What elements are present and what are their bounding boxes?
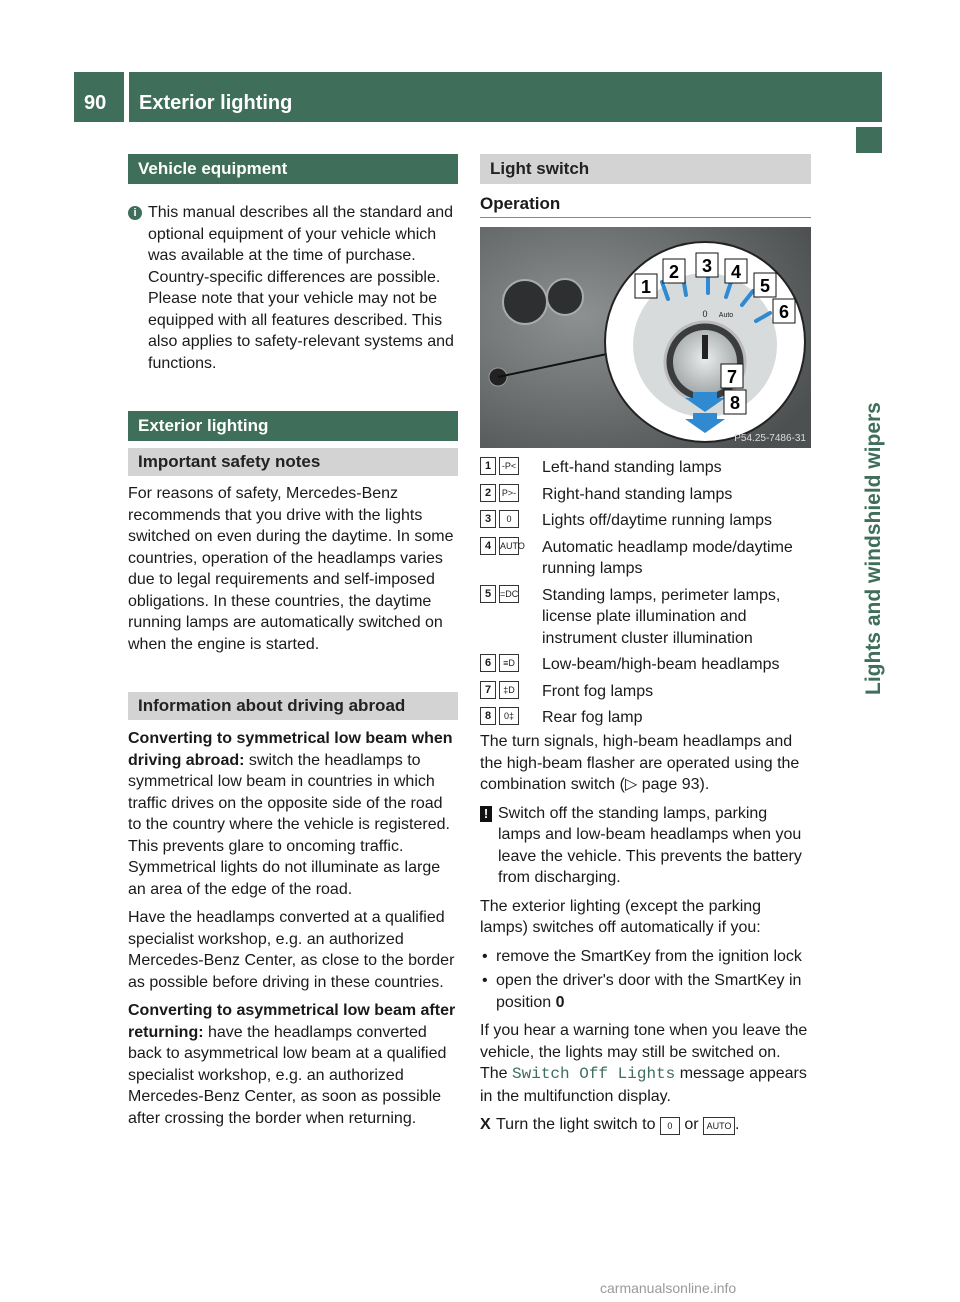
svg-text:3: 3 bbox=[701, 256, 713, 276]
vehicle-equipment-note bbox=[128, 202, 460, 374]
action-text: Turn the light switch to bbox=[496, 1116, 660, 1133]
vehicle-equipment-heading-bar bbox=[128, 154, 458, 184]
abroad-section bbox=[128, 728, 460, 1136]
action-step bbox=[480, 1114, 812, 1136]
legend-item bbox=[480, 585, 820, 650]
abroad-paragraph-1 bbox=[128, 728, 460, 900]
legend-item bbox=[480, 654, 820, 676]
position-zero: 0 bbox=[555, 993, 565, 1011]
legend-number: 6 bbox=[480, 654, 496, 672]
abroad-heading: Information about driving abroad bbox=[138, 696, 406, 715]
svg-text:2: 2 bbox=[668, 262, 680, 282]
svg-text:8: 8 bbox=[729, 393, 741, 413]
tone-text-2: message appears in the multifunction display. bbox=[480, 1065, 807, 1105]
page-number-box bbox=[74, 72, 124, 122]
svg-text:1: 1 bbox=[640, 277, 652, 297]
svg-text:Auto: Auto bbox=[718, 312, 734, 319]
legend-text: Rear fog lamp bbox=[542, 709, 643, 726]
legend-item bbox=[480, 510, 820, 532]
legend-number: 5 bbox=[480, 585, 496, 603]
light-switch-illustration bbox=[480, 227, 811, 448]
legend-text: Automatic headlamp mode/daytime running lamps bbox=[542, 538, 793, 577]
list-item bbox=[480, 946, 812, 968]
warning-text: Switch off the standing lamps, parking lamps and low-beam headlamps when you leave the vehicle. This prevents the battery from discharging. bbox=[498, 804, 802, 886]
auto-off-paragraph: The exterior lighting (except the parking lamps) switches off automatically if you: bbox=[480, 897, 762, 936]
legend-text: Left-hand standing lamps bbox=[542, 459, 722, 476]
legend-number: 4 bbox=[480, 537, 496, 555]
legend-item bbox=[480, 457, 820, 479]
safety-notes-heading: Important safety notes bbox=[138, 452, 321, 471]
safety-paragraph: For reasons of safety, Mercedes-Benz recommends that you drive with the lights switched on even during the daytime. In some countries, operation of the headlamps varies due to legal requirements and self-imposed obligations. In these countries, the daytime running lamps are automatically switched on when the engine is started. bbox=[128, 485, 454, 653]
warning-icon: ! bbox=[480, 806, 492, 822]
light-switch-heading-bar bbox=[480, 154, 811, 184]
legend-text: Low-beam/high-beam headlamps bbox=[542, 656, 780, 673]
exterior-lighting-heading: Exterior lighting bbox=[138, 416, 269, 435]
auto-headlamp-icon: AUTO bbox=[499, 537, 519, 555]
right-body bbox=[480, 731, 812, 1136]
right-standing-lamps-icon: P>- bbox=[499, 484, 519, 502]
warning-tone-paragraph bbox=[480, 1020, 812, 1107]
legend-text: Front fog lamps bbox=[542, 682, 654, 700]
abroad-p3-text: have the headlamps converted back to asymmetrical low beam at a qualified specialist workshop, e.g. an authorized Mercedes-Benz Center, as soon as possible after crossing the border when returning. bbox=[128, 1023, 447, 1127]
side-tab-marker bbox=[856, 127, 882, 153]
turn-signals-paragraph: The turn signals, high-beam headlamps and the high-beam flasher are operated using the combination switch (▷ page 93). bbox=[480, 733, 800, 793]
bullet-text: remove the SmartKey from the ignition lock bbox=[496, 947, 802, 965]
operation-rule bbox=[480, 217, 811, 218]
svg-text:0: 0 bbox=[702, 309, 708, 319]
warning-note bbox=[480, 803, 812, 889]
header-bar bbox=[129, 72, 882, 122]
vehicle-equipment-heading: Vehicle equipment bbox=[138, 159, 288, 178]
abroad-paragraph-3 bbox=[128, 1000, 460, 1129]
legend-text: Standing lamps, perimeter lamps, license plate illumination and instrument cluster illumination bbox=[542, 586, 781, 647]
svg-text:6: 6 bbox=[778, 302, 790, 322]
action-or: or bbox=[679, 1116, 704, 1133]
legend-number: 1 bbox=[480, 457, 496, 475]
operation-subheading: Operation bbox=[480, 194, 561, 213]
info-icon: i bbox=[128, 206, 142, 220]
legend-list bbox=[480, 457, 820, 734]
svg-text:4: 4 bbox=[730, 262, 742, 282]
abroad-p3-bold: Converting to asymmetrical low beam after returning: bbox=[128, 1002, 456, 1041]
light-switch-heading: Light switch bbox=[490, 159, 590, 178]
legend-item bbox=[480, 484, 820, 506]
legend-text: Right-hand standing lamps bbox=[542, 485, 733, 503]
side-tab-label: Lights and windshield wipers bbox=[862, 402, 885, 695]
page-title: Exterior lighting bbox=[139, 92, 293, 114]
svg-text:5: 5 bbox=[759, 276, 771, 296]
abroad-p1-bold: Converting to symmetrical low beam when driving abroad: bbox=[128, 730, 453, 769]
tone-text-1: If you hear a warning tone when you leave the vehicle, the lights may still be switched on. The bbox=[480, 1022, 808, 1082]
front-fog-lamps-icon: ‡D bbox=[499, 681, 519, 699]
svg-text:P54.25-7486-31: P54.25-7486-31 bbox=[734, 433, 806, 444]
list-item bbox=[480, 970, 812, 1013]
light-switch-figure bbox=[480, 227, 811, 448]
low-beam-icon: ≡D bbox=[499, 654, 519, 672]
legend-item bbox=[480, 707, 820, 729]
watermark: carmanualsonline.info bbox=[600, 1280, 737, 1296]
exterior-lighting-heading-bar bbox=[128, 411, 458, 441]
legend-item bbox=[480, 681, 820, 703]
left-standing-lamps-icon: -P< bbox=[499, 457, 519, 475]
vehicle-equipment-note-text: This manual describes all the standard and optional equipment of your vehicle which was available at the time of purchase. Country-specific differences are possible. Please note that your vehicle may not be equipped with all features described. This also applies to safety-relevant systems and functions. bbox=[148, 204, 454, 372]
legend-number: 7 bbox=[480, 681, 496, 699]
abroad-heading-bar bbox=[128, 692, 458, 720]
bullet-text: open the driver's door with the SmartKey in position bbox=[496, 972, 802, 1011]
auto-headlamp-icon: AUTO bbox=[703, 1117, 735, 1135]
legend-number: 2 bbox=[480, 484, 496, 502]
safety-notes-text bbox=[128, 483, 460, 662]
legend-number: 3 bbox=[480, 510, 496, 528]
svg-text:7: 7 bbox=[726, 367, 738, 387]
standing-lamps-icon: =DC bbox=[499, 585, 519, 603]
safety-notes-heading-bar bbox=[128, 448, 458, 476]
abroad-paragraph-2: Have the headlamps converted at a qualified specialist workshop, e.g. an authorized Mercedes-Benz Center, as close to the border as possible before driving in these countries. bbox=[128, 909, 455, 991]
display-message: Switch Off Lights bbox=[512, 1065, 676, 1083]
legend-text: Lights off/daytime running lamps bbox=[542, 512, 773, 529]
legend-item bbox=[480, 537, 820, 580]
lights-off-icon: 0 bbox=[499, 510, 519, 528]
legend-number: 8 bbox=[480, 707, 496, 725]
rear-fog-lamp-icon: 0‡ bbox=[499, 707, 519, 725]
lights-off-icon: 0 bbox=[660, 1117, 680, 1135]
action-end: . bbox=[735, 1116, 740, 1133]
page-number: 90 bbox=[84, 92, 107, 114]
abroad-p1-text: switch the headlamps to symmetrical low beam in countries in which traffic drives on the opposite side of the road to the country where the vehicle is registered. This prevents glare to oncoming traffic. Symmetrical lights do not illuminate as large an area of the edge of the road. bbox=[128, 751, 450, 898]
